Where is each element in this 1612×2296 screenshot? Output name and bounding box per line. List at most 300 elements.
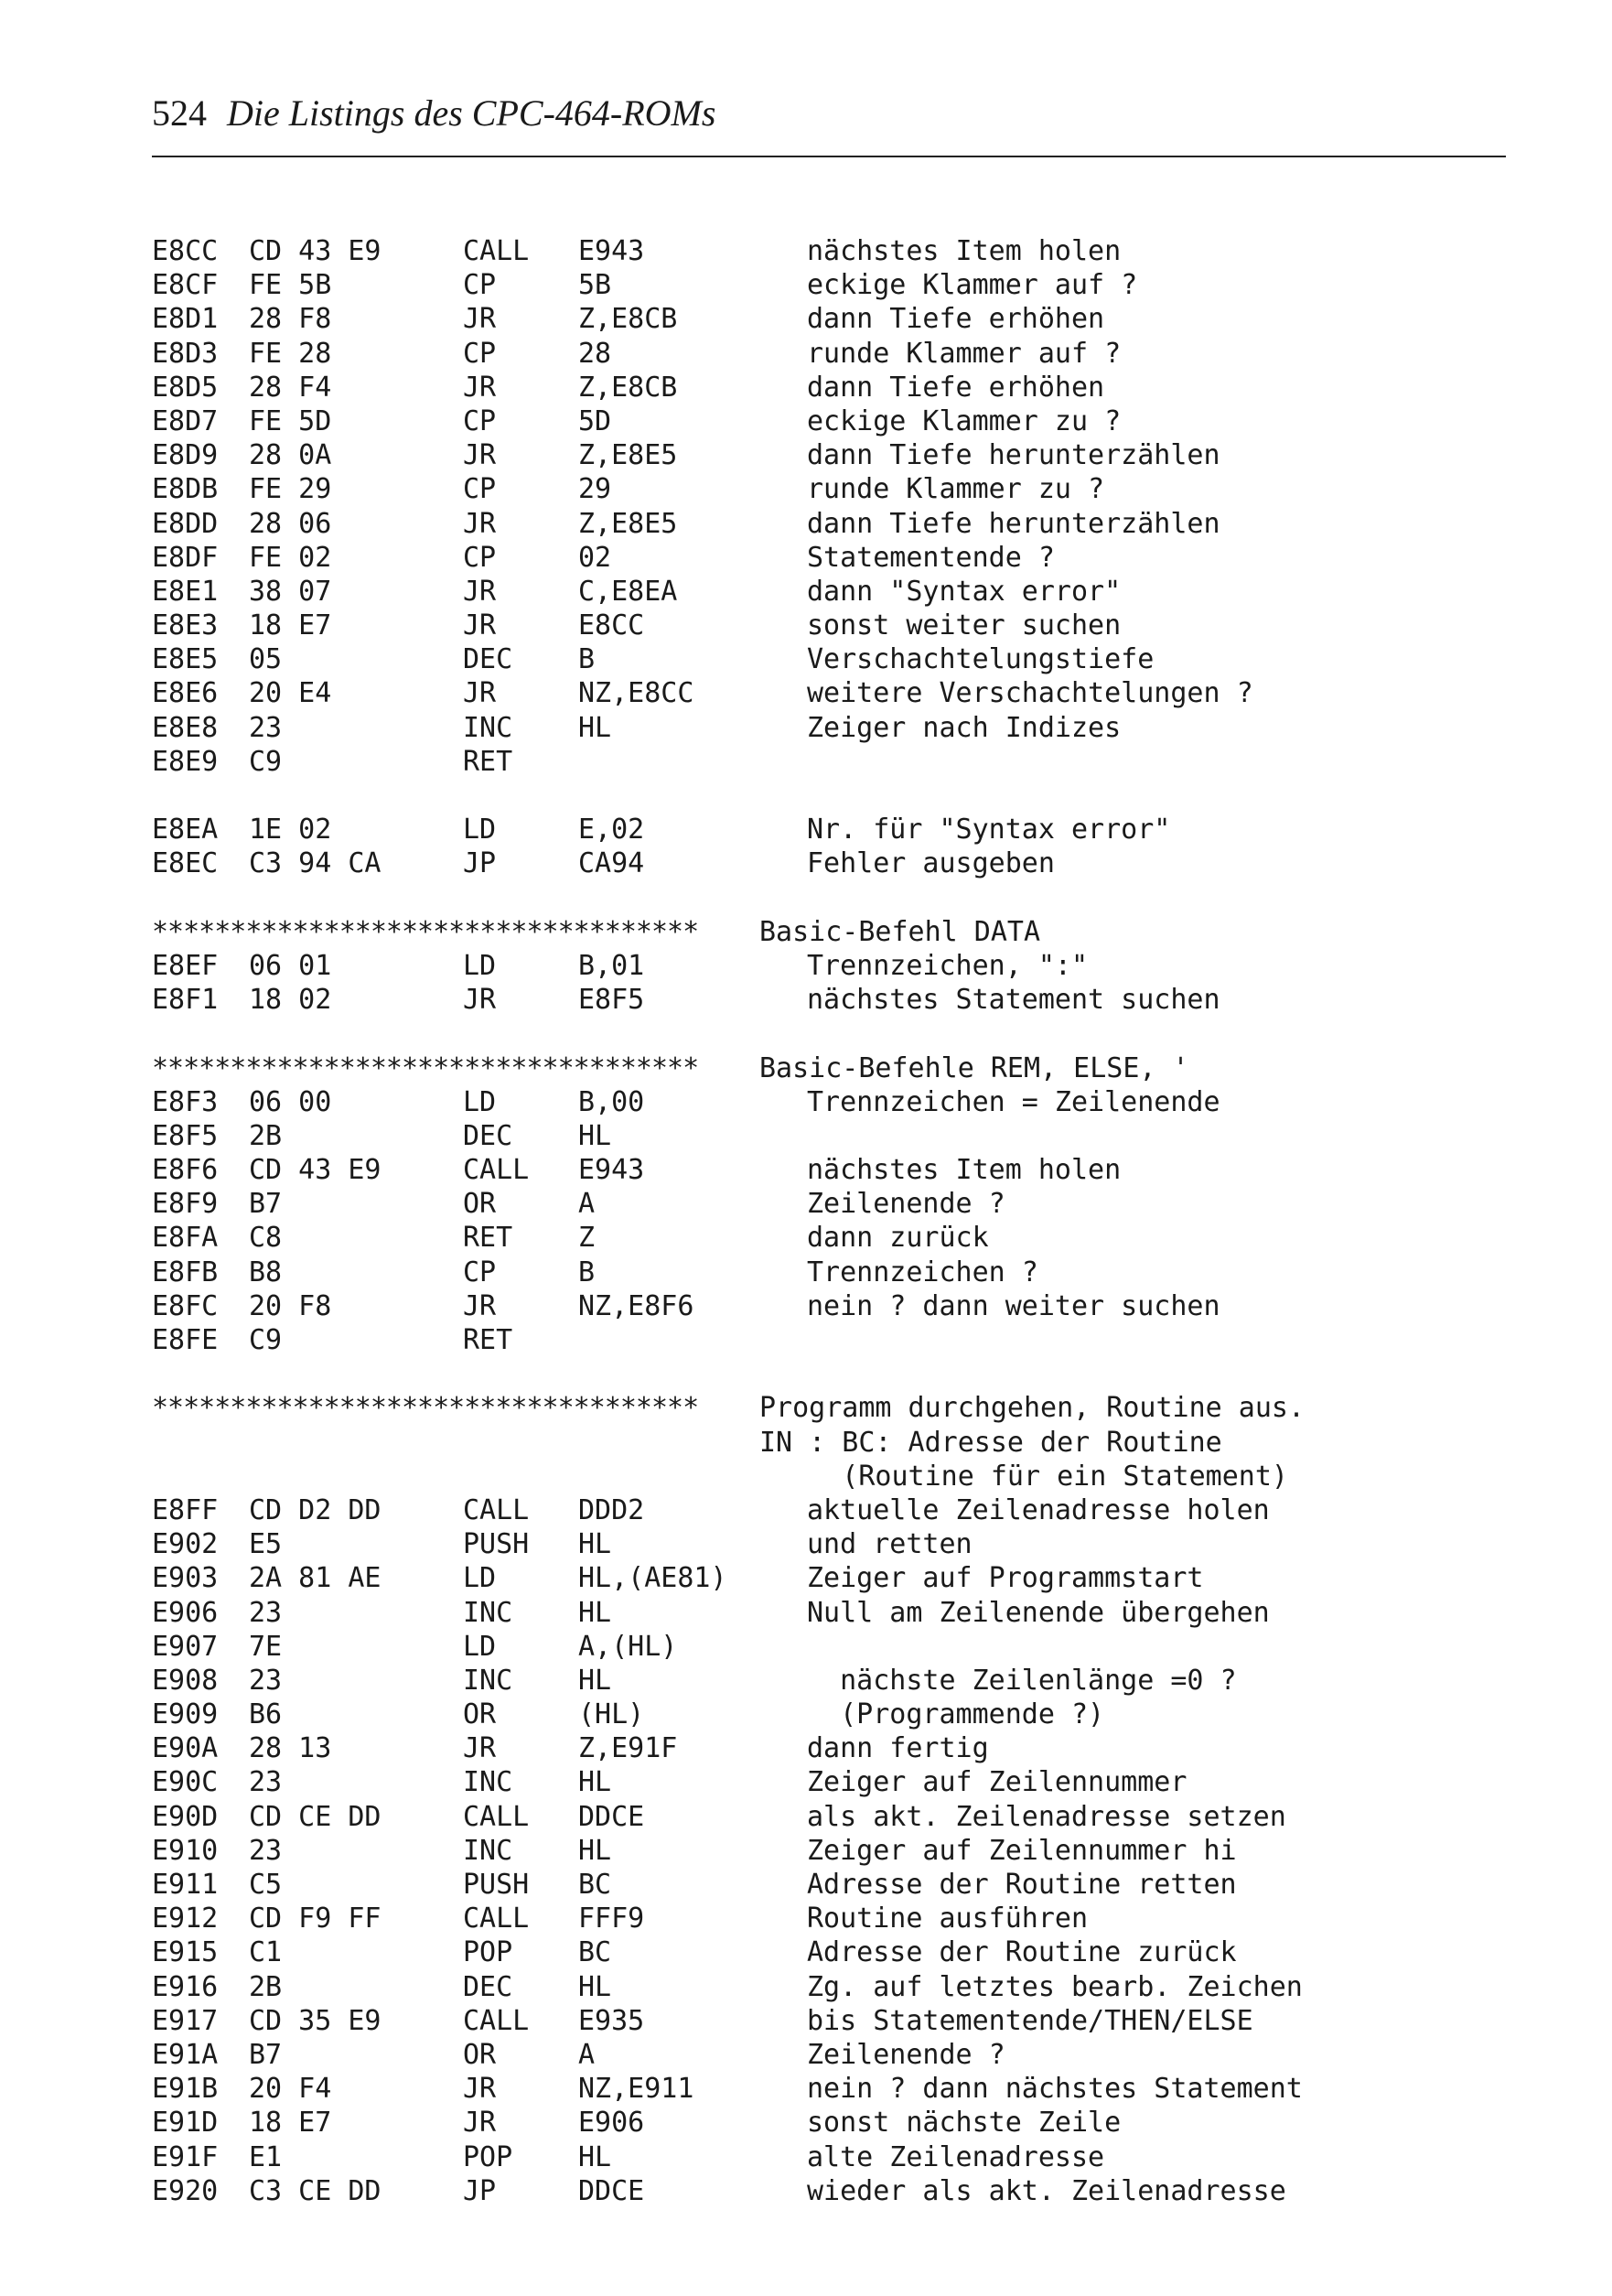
blank-line: [152, 1357, 1506, 1391]
operand: 29: [578, 473, 612, 506]
address: E8FA: [152, 1222, 219, 1255]
opcode-bytes: CD 43 E9: [249, 235, 382, 267]
operand: HL: [578, 2140, 612, 2173]
address: E909: [152, 1698, 219, 1731]
code-line: [152, 2140, 1506, 2174]
mnemonic: INC: [463, 1664, 513, 1697]
mnemonic: CALL: [463, 1493, 530, 1526]
code-line: [152, 2038, 1506, 2072]
section-heading: Programm durchgehen, Routine aus.: [759, 1392, 1306, 1425]
opcode-bytes: 20 F8: [249, 1289, 332, 1322]
code-line: [152, 472, 1506, 506]
mnemonic: RET: [463, 1324, 513, 1356]
mnemonic: POP: [463, 1936, 513, 1969]
code-line: [152, 575, 1506, 609]
address: E8E9: [152, 745, 219, 778]
code-line: [152, 438, 1506, 472]
section-line: [152, 1460, 1506, 1493]
code-line: [152, 1834, 1506, 1868]
address: E8F6: [152, 1154, 219, 1187]
operand: B: [578, 643, 596, 676]
code-line: [152, 337, 1506, 371]
address: E8FE: [152, 1324, 219, 1356]
comment: weitere Verschachtelungen ?: [807, 677, 1253, 710]
comment: runde Klammer auf ?: [807, 337, 1122, 370]
code-line: [152, 234, 1506, 268]
address: E8D7: [152, 404, 219, 437]
opcode-bytes: 18 E7: [249, 609, 332, 642]
address: E8CF: [152, 269, 219, 302]
operand: DDD2: [578, 1493, 645, 1526]
mnemonic: JR: [463, 2107, 497, 2140]
comment: nein ? dann nächstes Statement: [807, 2073, 1303, 2106]
address: E8DD: [152, 507, 219, 540]
mnemonic: DEC: [463, 1119, 513, 1152]
address: E917: [152, 2004, 219, 2037]
operand: Z,E8CB: [578, 371, 678, 404]
mnemonic: LD: [463, 1562, 497, 1595]
operand: DDCE: [578, 1800, 645, 1833]
mnemonic: OR: [463, 1188, 497, 1221]
code-line: [152, 1970, 1506, 2004]
comment: sonst nächste Zeile: [807, 2107, 1122, 2140]
address: E8D9: [152, 439, 219, 472]
comment: dann fertig: [807, 1732, 989, 1765]
opcode-bytes: B6: [249, 1698, 283, 1731]
operand: E906: [578, 2107, 645, 2140]
opcode-bytes: 18 E7: [249, 2107, 332, 2140]
opcode-bytes: 23: [249, 1596, 283, 1629]
address: E911: [152, 1869, 219, 1901]
operand: E935: [578, 2004, 645, 2037]
operand: HL: [578, 1119, 612, 1152]
code-line: [152, 813, 1506, 846]
mnemonic: PUSH: [463, 1528, 530, 1561]
code-line: [152, 541, 1506, 575]
address: E90C: [152, 1766, 219, 1799]
code-line: [152, 983, 1506, 1017]
blank-line: [152, 1017, 1506, 1051]
address: E8EA: [152, 814, 219, 846]
section-heading: Basic-Befehle REM, ELSE, ': [759, 1051, 1189, 1084]
comment: sonst weiter suchen: [807, 609, 1122, 642]
operand: Z,E8E5: [578, 439, 678, 472]
mnemonic: RET: [463, 1222, 513, 1255]
mnemonic: RET: [463, 745, 513, 778]
address: E916: [152, 1970, 219, 2003]
code-line: [152, 1800, 1506, 1834]
page-title: Die Listings des CPC-464-ROMs: [227, 92, 716, 134]
section-heading: IN : BC: Adresse der Routine: [759, 1426, 1222, 1459]
comment: Zg. auf letztes bearb. Zeichen: [807, 1970, 1303, 2003]
address: E906: [152, 1596, 219, 1629]
comment: nächstes Item holen: [807, 235, 1122, 267]
code-line: [152, 2004, 1506, 2038]
comment: (Programmende ?): [807, 1698, 1105, 1731]
opcode-bytes: 28 0A: [249, 439, 332, 472]
mnemonic: JR: [463, 575, 497, 608]
code-line: [152, 2072, 1506, 2106]
section-line: [152, 1391, 1506, 1425]
code-line: [152, 1085, 1506, 1119]
code-line: [152, 1561, 1506, 1595]
code-line: [152, 1256, 1506, 1289]
opcode-bytes: CD CE DD: [249, 1800, 382, 1833]
address: E912: [152, 1903, 219, 1935]
comment: aktuelle Zeilenadresse holen: [807, 1493, 1270, 1526]
opcode-bytes: 23: [249, 1664, 283, 1697]
address: E8E1: [152, 575, 219, 608]
opcode-bytes: C3 CE DD: [249, 2174, 382, 2207]
operand: HL,(AE81): [578, 1562, 727, 1595]
address: E8FF: [152, 1493, 219, 1526]
operand: C,E8EA: [578, 575, 678, 608]
opcode-bytes: FE 29: [249, 473, 332, 506]
code-line: [152, 1493, 1506, 1527]
comment: und retten: [807, 1528, 973, 1561]
operand: NZ,E8CC: [578, 677, 694, 710]
operand: FFF9: [578, 1903, 645, 1935]
mnemonic: CP: [463, 337, 497, 370]
opcode-bytes: CD 35 E9: [249, 2004, 382, 2037]
opcode-bytes: B7: [249, 2038, 283, 2071]
mnemonic: JR: [463, 1289, 497, 1322]
code-line: [152, 1289, 1506, 1323]
operand: HL: [578, 1596, 612, 1629]
opcode-bytes: 38 07: [249, 575, 332, 608]
page-header: [152, 92, 1506, 135]
opcode-bytes: FE 02: [249, 541, 332, 574]
address: E902: [152, 1528, 219, 1561]
operand: HL: [578, 1766, 612, 1799]
separator-stars: ***********************************: [152, 1051, 699, 1084]
address: E920: [152, 2174, 219, 2207]
address: E8F5: [152, 1119, 219, 1152]
separator-stars: ***********************************: [152, 1392, 699, 1425]
comment: Zeiger auf Zeilennummer: [807, 1766, 1188, 1799]
address: E90D: [152, 1800, 219, 1833]
operand: E943: [578, 235, 645, 267]
address: E915: [152, 1936, 219, 1969]
comment: nächstes Statement suchen: [807, 984, 1220, 1017]
comment: Adresse der Routine zurück: [807, 1936, 1237, 1969]
comment: dann zurück: [807, 1222, 989, 1255]
code-line: [152, 1765, 1506, 1799]
code-line: [152, 609, 1506, 642]
mnemonic: PUSH: [463, 1869, 530, 1901]
operand: BC: [578, 1936, 612, 1969]
code-line: [152, 1187, 1506, 1221]
address: E8F3: [152, 1085, 219, 1118]
operand: HL: [578, 711, 612, 744]
mnemonic: CALL: [463, 1903, 530, 1935]
opcode-bytes: 2A 81 AE: [249, 1562, 382, 1595]
opcode-bytes: CD F9 FF: [249, 1903, 382, 1935]
opcode-bytes: 28 F4: [249, 371, 332, 404]
code-line: [152, 1323, 1506, 1357]
comment: Verschachtelungstiefe: [807, 643, 1155, 676]
address: E8E6: [152, 677, 219, 710]
address: E907: [152, 1630, 219, 1663]
comment: Trennzeichen ?: [807, 1256, 1038, 1288]
mnemonic: JR: [463, 2073, 497, 2106]
opcode-bytes: 23: [249, 1834, 283, 1867]
mnemonic: LD: [463, 1085, 497, 1118]
opcode-bytes: C9: [249, 745, 283, 778]
opcode-bytes: C1: [249, 1936, 283, 1969]
address: E8E3: [152, 609, 219, 642]
code-line: [152, 949, 1506, 983]
code-line: [152, 711, 1506, 745]
comment: Routine ausführen: [807, 1903, 1089, 1935]
opcode-bytes: E1: [249, 2140, 283, 2173]
opcode-bytes: 28 13: [249, 1732, 332, 1765]
comment: Adresse der Routine retten: [807, 1869, 1237, 1901]
code-line: [152, 302, 1506, 336]
opcode-bytes: C9: [249, 1324, 283, 1356]
opcode-bytes: 2B: [249, 1970, 283, 2003]
comment: nächste Zeilenlänge =0 ?: [807, 1664, 1237, 1697]
code-line: [152, 676, 1506, 710]
header-rule: [152, 156, 1506, 157]
section-line: [152, 1051, 1506, 1085]
comment: Fehler ausgeben: [807, 847, 1055, 880]
operand: BC: [578, 1869, 612, 1901]
comment: Zeilenende ?: [807, 1188, 1005, 1221]
mnemonic: LD: [463, 1630, 497, 1663]
opcode-bytes: C8: [249, 1222, 283, 1255]
code-line: [152, 1527, 1506, 1561]
opcode-bytes: FE 5B: [249, 269, 332, 302]
operand: 5D: [578, 404, 612, 437]
code-line: [152, 404, 1506, 438]
code-line: [152, 1698, 1506, 1731]
mnemonic: CP: [463, 541, 497, 574]
comment: dann Tiefe herunterzählen: [807, 507, 1220, 540]
operand: Z,E91F: [578, 1732, 678, 1765]
code-line: [152, 1630, 1506, 1664]
separator-stars: ***********************************: [152, 915, 699, 948]
address: E91D: [152, 2107, 219, 2140]
operand: NZ,E8F6: [578, 1289, 694, 1322]
comment: runde Klammer zu ?: [807, 473, 1105, 506]
code-line: [152, 507, 1506, 541]
comment: Zeiger auf Zeilennummer hi: [807, 1834, 1237, 1867]
opcode-bytes: 28 06: [249, 507, 332, 540]
opcode-bytes: 1E 02: [249, 814, 332, 846]
mnemonic: INC: [463, 711, 513, 744]
opcode-bytes: 2B: [249, 1119, 283, 1152]
opcode-bytes: 20 F4: [249, 2073, 332, 2106]
address: E8F9: [152, 1188, 219, 1221]
comment: dann Tiefe erhöhen: [807, 303, 1105, 336]
address: E8DB: [152, 473, 219, 506]
blank-line: [152, 881, 1506, 915]
mnemonic: JR: [463, 371, 497, 404]
mnemonic: DEC: [463, 643, 513, 676]
code-line: [152, 1664, 1506, 1698]
address: E903: [152, 1562, 219, 1595]
mnemonic: CALL: [463, 2004, 530, 2037]
comment: eckige Klammer auf ?: [807, 269, 1138, 302]
operand: E8CC: [578, 609, 645, 642]
operand: Z,E8E5: [578, 507, 678, 540]
address: E8CC: [152, 235, 219, 267]
comment: nein ? dann weiter suchen: [807, 1289, 1220, 1322]
mnemonic: JR: [463, 1732, 497, 1765]
operand: CA94: [578, 847, 645, 880]
operand: E8F5: [578, 984, 645, 1017]
address: E8D5: [152, 371, 219, 404]
mnemonic: LD: [463, 814, 497, 846]
mnemonic: JP: [463, 2174, 497, 2207]
section-line: [152, 915, 1506, 949]
comment: nächstes Item holen: [807, 1154, 1122, 1187]
comment: dann Tiefe erhöhen: [807, 371, 1105, 404]
address: E908: [152, 1664, 219, 1697]
address: E91F: [152, 2140, 219, 2173]
code-line: [152, 1221, 1506, 1255]
opcode-bytes: 23: [249, 711, 283, 744]
mnemonic: CP: [463, 269, 497, 302]
mnemonic: INC: [463, 1596, 513, 1629]
operand: HL: [578, 1834, 612, 1867]
section-heading: Basic-Befehl DATA: [759, 915, 1041, 948]
opcode-bytes: 06 00: [249, 1085, 332, 1118]
code-line: [152, 2174, 1506, 2208]
address: E91A: [152, 2038, 219, 2071]
address: E8F1: [152, 984, 219, 1017]
code-line: [152, 268, 1506, 302]
address: E8FC: [152, 1289, 219, 1322]
operand: A,(HL): [578, 1630, 678, 1663]
operand: A: [578, 2038, 596, 2071]
section-line: [152, 1426, 1506, 1460]
opcode-bytes: C5: [249, 1869, 283, 1901]
comment: Zeilenende ?: [807, 2038, 1005, 2071]
comment: Zeiger nach Indizes: [807, 711, 1122, 744]
address: E8EF: [152, 949, 219, 982]
operand: E,02: [578, 814, 645, 846]
code-line: [152, 1731, 1506, 1765]
address: E90A: [152, 1732, 219, 1765]
blank-line: [152, 779, 1506, 813]
mnemonic: OR: [463, 2038, 497, 2071]
operand: HL: [578, 1970, 612, 2003]
operand: 02: [578, 541, 612, 574]
mnemonic: CALL: [463, 1800, 530, 1833]
address: E8EC: [152, 847, 219, 880]
code-line: [152, 371, 1506, 404]
address: E910: [152, 1834, 219, 1867]
opcode-bytes: CD 43 E9: [249, 1154, 382, 1187]
mnemonic: POP: [463, 2140, 513, 2173]
operand: DDCE: [578, 2174, 645, 2207]
operand: E943: [578, 1154, 645, 1187]
opcode-bytes: CD D2 DD: [249, 1493, 382, 1526]
mnemonic: JR: [463, 984, 497, 1017]
code-line: [152, 2106, 1506, 2140]
operand: Z,E8CB: [578, 303, 678, 336]
comment: Zeiger auf Programmstart: [807, 1562, 1204, 1595]
mnemonic: JR: [463, 439, 497, 472]
comment: Null am Zeilenende übergehen: [807, 1596, 1270, 1629]
comment: Nr. für "Syntax error": [807, 814, 1171, 846]
mnemonic: JR: [463, 507, 497, 540]
mnemonic: CALL: [463, 235, 530, 267]
opcode-bytes: 7E: [249, 1630, 283, 1663]
address: E8E5: [152, 643, 219, 676]
mnemonic: JR: [463, 677, 497, 710]
comment: eckige Klammer zu ?: [807, 404, 1122, 437]
code-line: [152, 1868, 1506, 1902]
operand: NZ,E911: [578, 2073, 694, 2106]
mnemonic: INC: [463, 1766, 513, 1799]
operand: (HL): [578, 1698, 645, 1731]
mnemonic: CP: [463, 404, 497, 437]
comment: als akt. Zeilenadresse setzen: [807, 1800, 1286, 1833]
comment: wieder als akt. Zeilenadresse: [807, 2174, 1286, 2207]
code-line: [152, 642, 1506, 676]
opcode-bytes: 18 02: [249, 984, 332, 1017]
opcode-bytes: B8: [249, 1256, 283, 1288]
opcode-bytes: 20 E4: [249, 677, 332, 710]
comment: dann Tiefe herunterzählen: [807, 439, 1220, 472]
assembly-listing: [152, 234, 1506, 2208]
mnemonic: INC: [463, 1834, 513, 1867]
comment: Trennzeichen, ":": [807, 949, 1089, 982]
mnemonic: CP: [463, 1256, 497, 1288]
operand: B: [578, 1256, 596, 1288]
mnemonic: CP: [463, 473, 497, 506]
opcode-bytes: B7: [249, 1188, 283, 1221]
opcode-bytes: C3 94 CA: [249, 847, 382, 880]
code-line: [152, 1596, 1506, 1630]
mnemonic: JR: [463, 303, 497, 336]
address: E8E8: [152, 711, 219, 744]
comment: Statementende ?: [807, 541, 1055, 574]
operand: B,01: [578, 949, 645, 982]
mnemonic: OR: [463, 1698, 497, 1731]
operand: 5B: [578, 269, 612, 302]
operand: A: [578, 1188, 596, 1221]
comment: dann "Syntax error": [807, 575, 1122, 608]
opcode-bytes: 06 01: [249, 949, 332, 982]
address: E91B: [152, 2073, 219, 2106]
mnemonic: CALL: [463, 1154, 530, 1187]
address: E8FB: [152, 1256, 219, 1288]
code-line: [152, 1935, 1506, 1969]
comment: alte Zeilenadresse: [807, 2140, 1105, 2173]
opcode-bytes: 28 F8: [249, 303, 332, 336]
mnemonic: JR: [463, 609, 497, 642]
comment: bis Statementende/THEN/ELSE: [807, 2004, 1253, 2037]
code-line: [152, 1902, 1506, 1935]
operand: HL: [578, 1664, 612, 1697]
page-number: 524: [152, 92, 207, 134]
code-line: [152, 1153, 1506, 1187]
opcode-bytes: 05: [249, 643, 283, 676]
code-line: [152, 1119, 1506, 1153]
mnemonic: DEC: [463, 1970, 513, 2003]
operand: B,00: [578, 1085, 645, 1118]
opcode-bytes: FE 28: [249, 337, 332, 370]
operand: HL: [578, 1528, 612, 1561]
comment: Trennzeichen = Zeilenende: [807, 1085, 1220, 1118]
address: E8D3: [152, 337, 219, 370]
opcode-bytes: FE 5D: [249, 404, 332, 437]
address: E8DF: [152, 541, 219, 574]
